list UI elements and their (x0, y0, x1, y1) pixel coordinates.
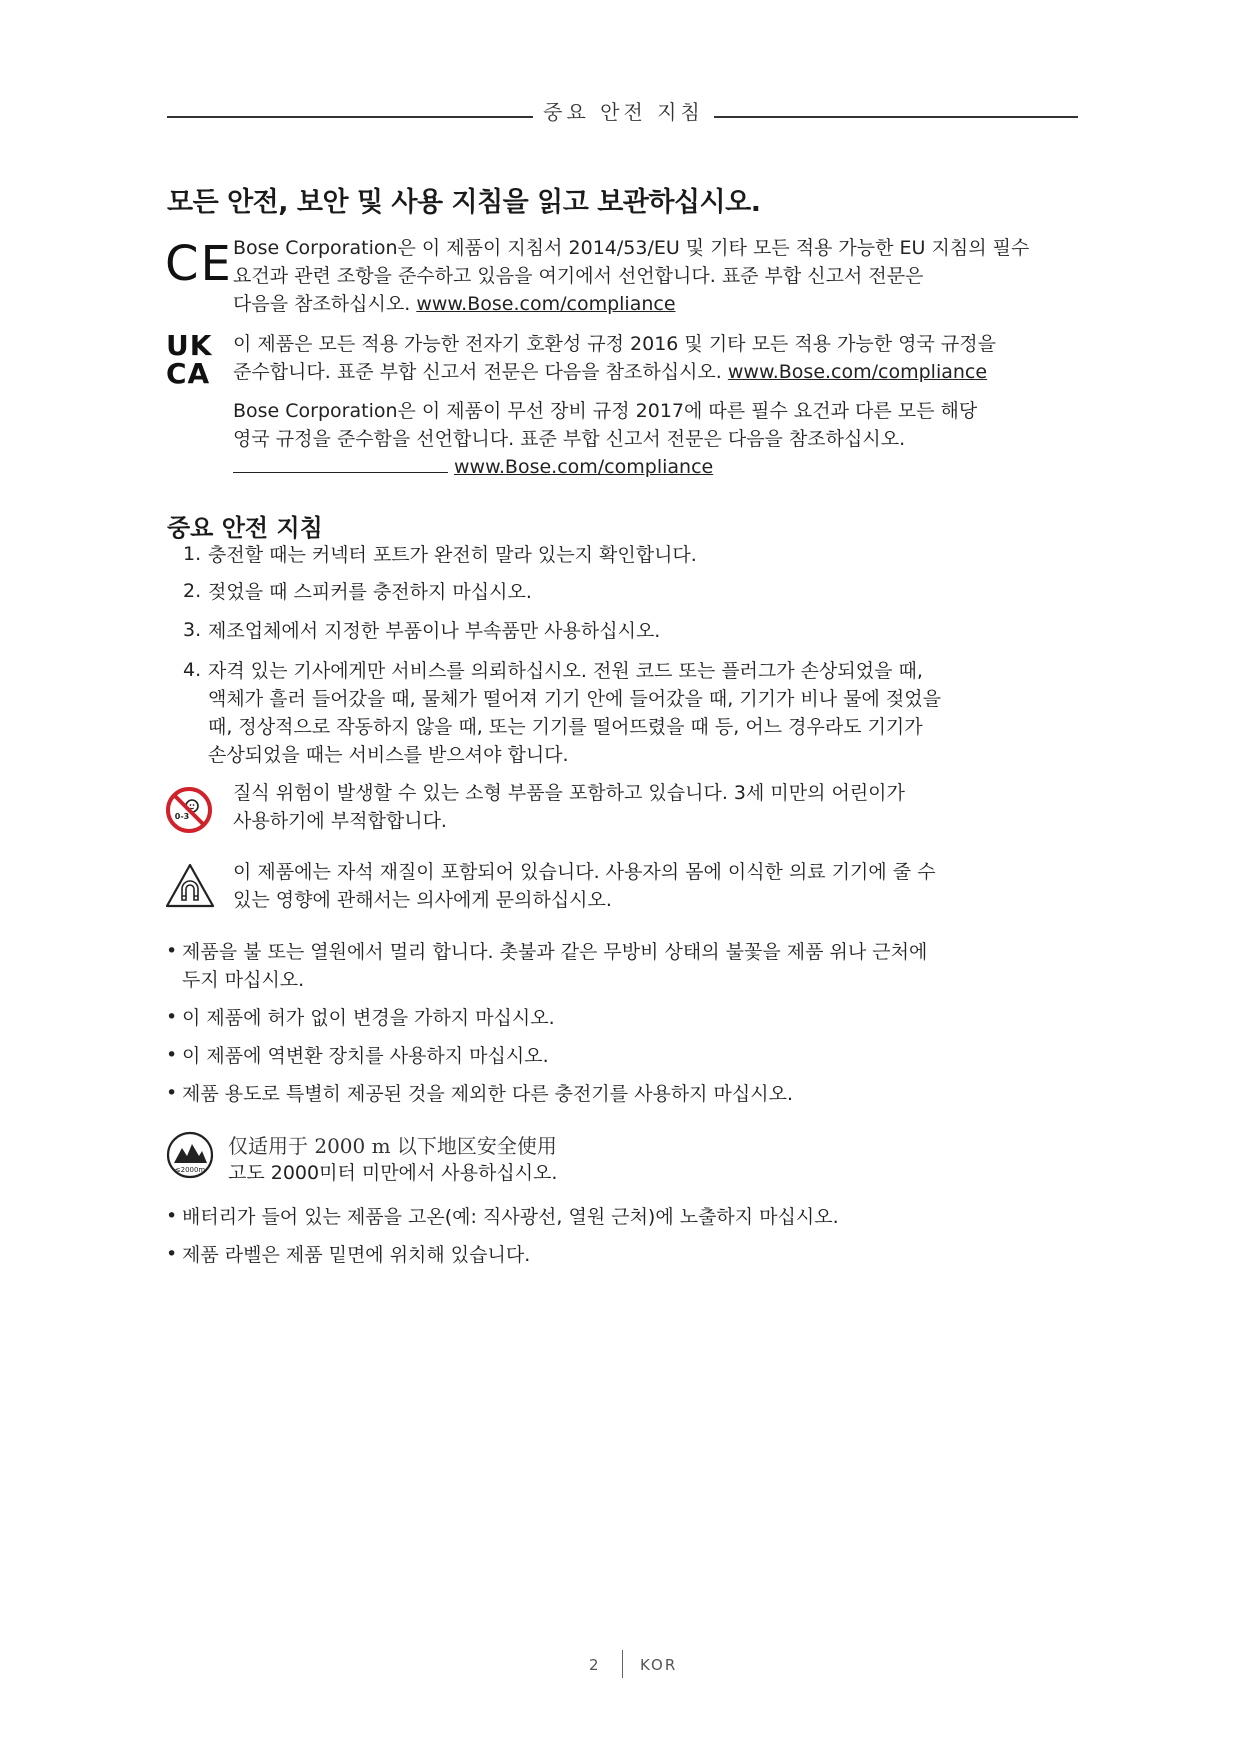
item-number-4: 4. (183, 659, 202, 681)
bullet-marker-6: • (166, 1243, 178, 1265)
page-header (167, 96, 1078, 126)
item-number-2: 2. (183, 580, 202, 602)
item-2-line-1: 젖었을 때 스피커를 충전하지 마십시오. (208, 581, 532, 603)
altitude-korean-text: 고도 2000미터 미만에서 사용하십시오. (228, 1162, 558, 1184)
item-4-line-1: 자격 있는 기사에게만 서비스를 의뢰하십시오. 전원 코드 또는 플러그가 손상되었을 때, (208, 660, 923, 682)
item-1 (208, 541, 697, 569)
item-4-line-2: 액체가 흘러 들어갔을 때, 물체가 떨어져 기기 안에 들어갔을 때, 기기가 비나 물에 젖었을 (208, 688, 941, 710)
ce-line-2: 요건과 관련 조항을 준수하고 있음을 여기에서 선언합니다. 표준 부합 신고서 전문은 (233, 265, 924, 287)
choking-warning (233, 779, 1078, 835)
item-4-line-3: 때, 정상적으로 작동하지 않을 때, 또는 기기를 떨어뜨렸을 때 등, 어느 경우라도 기기가 (208, 716, 923, 738)
bullet-item-6 (182, 1241, 530, 1269)
ukca-mark-top: UK (166, 329, 213, 362)
item-number-1: 1. (183, 543, 202, 565)
item-3-line-1: 제조업체에서 지정한 부품이나 부속품만 사용하십시오. (208, 620, 661, 642)
ce-compliance-link[interactable]: www.Bose.com/compliance (416, 293, 676, 315)
item-1-line-1: 충전할 때는 커넥터 포트가 완전히 말라 있는지 확인합니다. (208, 544, 697, 566)
ce-declaration (233, 234, 1078, 318)
altitude-chinese-text: 仅适用于 2000 m 以下地区安全使用 (228, 1134, 557, 1158)
header-rule-right (714, 116, 1078, 118)
bullet-marker-4: • (166, 1082, 178, 1104)
magnet-line-1: 이 제품에는 자석 재질이 포함되어 있습니다. 사용자의 몸에 이식한 의료 기기에 줄 수 (233, 861, 936, 883)
ce-line-3-text: 다음을 참조하십시오. (233, 293, 417, 315)
blank-fill-line (233, 471, 448, 473)
bullet-2-line-1: 이 제품에 허가 없이 변경을 가하지 마십시오. (182, 1007, 555, 1029)
magnet-warning-icon (164, 862, 216, 910)
bullet-5-line-1: 배터리가 들어 있는 제품을 고온(예: 직사광선, 열원 근처)에 노출하지 마십시오. (182, 1206, 839, 1228)
ukca-compliance-link[interactable]: www.Bose.com/compliance (727, 361, 988, 383)
radio-compliance-link[interactable]: www.Bose.com/compliance (454, 456, 714, 478)
bullet-6-line-1: 제품 라벨은 제품 밑면에 위치해 있습니다. (182, 1244, 531, 1266)
header-title: 중요 안전 지침 (543, 100, 704, 124)
magnet-warning (233, 858, 1078, 914)
bullet-marker-2: • (166, 1006, 178, 1028)
choking-age-label: 0-3 (174, 812, 190, 821)
ce-mark-icon: CE (165, 236, 233, 292)
altitude-limit-icon (165, 1130, 215, 1180)
bullet-4-line-1: 제품 용도로 특별히 제공된 것을 제외한 다른 충전기를 사용하지 마십시오. (182, 1083, 794, 1105)
item-number-3: 3. (183, 619, 202, 641)
choking-hazard-icon (165, 786, 213, 834)
bullet-marker-1: • (166, 940, 178, 962)
radio-declaration (233, 397, 1078, 481)
safety-section-title: 중요 안전 지침 (167, 514, 323, 542)
bullet-marker-5: • (166, 1205, 178, 1227)
bullet-item-3 (182, 1042, 549, 1070)
header-rule-left (167, 116, 533, 118)
bullet-item-2 (182, 1004, 555, 1032)
ukca-mark-bottom: CA (166, 357, 211, 390)
item-4 (208, 657, 941, 769)
choking-line-2: 사용하기에 부적합합니다. (233, 810, 447, 832)
ce-line-3 (233, 290, 1078, 318)
ukca-line-2 (233, 358, 1078, 386)
bullet-1-line-1: 제품을 불 또는 열원에서 멀리 합니다. 촛불과 같은 무방비 상태의 불꽃을 제품 위나 근처에 (182, 941, 928, 963)
radio-line-1: Bose Corporation은 이 제품이 무선 장비 규정 2017에 따른 필수 요건과 다른 모든 해당 (233, 400, 978, 422)
page-footer (0, 1650, 1241, 1680)
bullet-marker-3: • (166, 1044, 178, 1066)
magnet-line-2: 있는 영향에 관해서는 의사에게 문의하십시오. (233, 889, 612, 911)
page-number: 2 (589, 1656, 599, 1674)
ukca-line-2-text: 준수합니다. 표준 부합 신고서 전문은 다음을 참조하십시오. (233, 361, 728, 383)
bullet-item-1 (182, 938, 927, 994)
item-2 (208, 578, 532, 606)
ukca-mark-icon (166, 329, 213, 390)
bullet-item-4 (182, 1080, 793, 1108)
bullet-3-line-1: 이 제품에 역변환 장치를 사용하지 마십시오. (182, 1045, 549, 1067)
footer-separator (622, 1650, 623, 1678)
ukca-declaration (233, 330, 1078, 386)
radio-line-3 (233, 453, 1078, 481)
item-4-line-4: 손상되었을 때는 서비스를 받으셔야 합니다. (208, 744, 569, 766)
altitude-icon-label: ≤2000m (174, 1166, 206, 1174)
bullet-item-5 (182, 1203, 839, 1231)
main-title: 모든 안전, 보안 및 사용 지침을 읽고 보관하십시오. (167, 187, 761, 218)
language-code: KOR (640, 1656, 678, 1674)
radio-line-2: 영국 규정을 준수함을 선언합니다. 표준 부합 신고서 전문은 다음을 참조하십시오. (233, 428, 906, 450)
choking-line-1: 질식 위험이 발생할 수 있는 소형 부품을 포함하고 있습니다. 3세 미만의 어린이가 (233, 782, 905, 804)
item-3 (208, 617, 660, 645)
ce-line-1: Bose Corporation은 이 제품이 지침서 2014/53/EU 및 기타 모든 적용 가능한 EU 지침의 필수 (233, 237, 1030, 259)
ukca-line-1: 이 제품은 모든 적용 가능한 전자기 호환성 규정 2016 및 기타 모든 적용 가능한 영국 규정을 (233, 333, 996, 355)
bullet-1-line-2: 두지 마십시오. (182, 969, 305, 991)
